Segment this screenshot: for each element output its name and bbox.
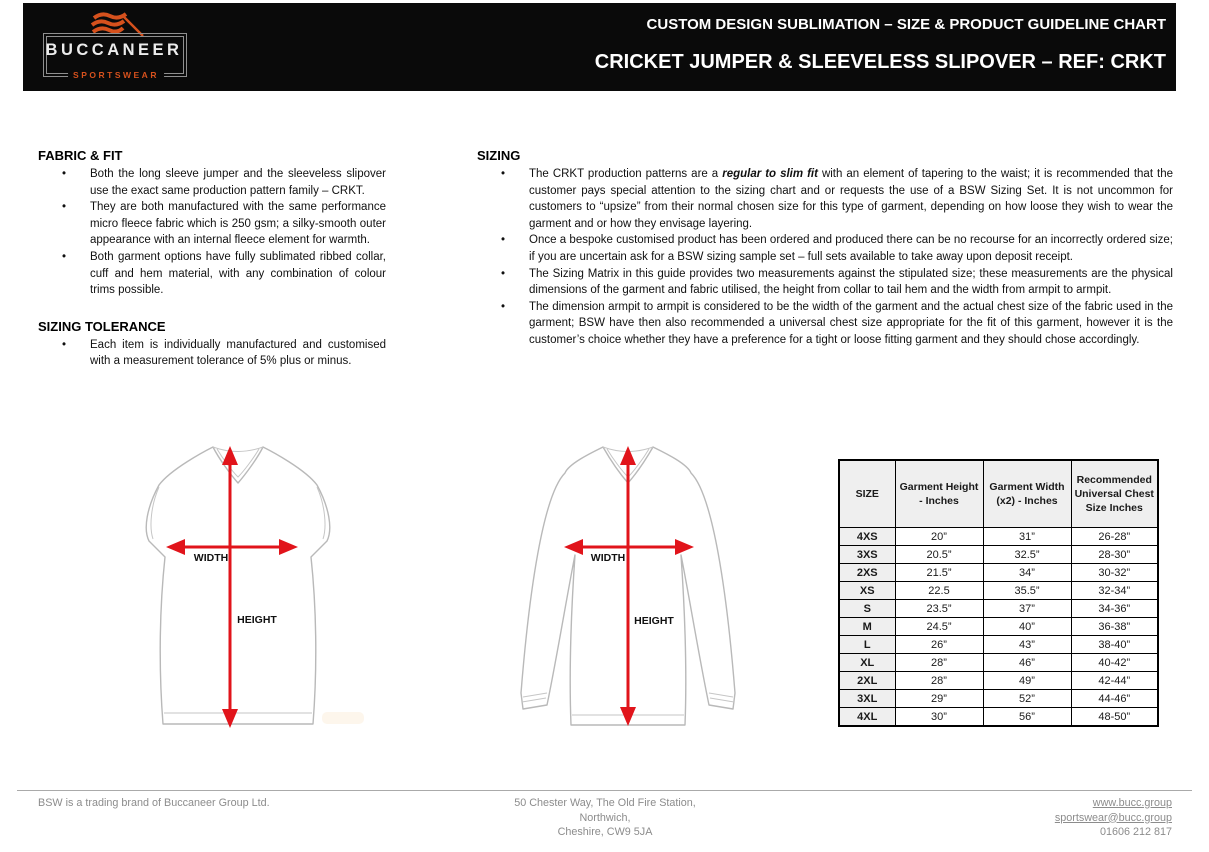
- bullet-text: The Sizing Matrix in this guide provides two measurements against the stipulated size; these measurements are the physical dimensions of the garment and fabric utilised, the height from collar to tail hem and the width from armpit to armpit.: [529, 267, 1173, 297]
- size-name-cell: 4XS: [839, 528, 895, 546]
- size-value-cell: 34”: [983, 564, 1071, 582]
- size-value-cell: 37”: [983, 600, 1071, 618]
- size-value-cell: 28”: [895, 672, 983, 690]
- size-table-header-cell: Garment Height - Inches: [895, 460, 983, 528]
- brand-name: BUCCANEER: [45, 41, 183, 59]
- size-table-row: [839, 654, 1158, 672]
- right-column: [477, 148, 1173, 349]
- size-value-cell: 26-28”: [1071, 528, 1158, 546]
- fabric-fit-list: [38, 166, 386, 299]
- size-value-cell: 23.5”: [895, 600, 983, 618]
- bullet-item: [38, 337, 386, 370]
- size-name-cell: XL: [839, 654, 895, 672]
- size-name-cell: L: [839, 636, 895, 654]
- footer-divider: [17, 790, 1192, 791]
- address-line-3: Cheshire, CW9 5JA: [557, 826, 653, 838]
- bullet-text: They are both manufactured with the same performance micro fleece fabric which is 250 gsm; a silky-smooth outer appearance with an internal fleece element for warmth.: [90, 201, 386, 247]
- email-link[interactable]: sportswear@bucc.group: [1054, 811, 1172, 824]
- address-line-2: Northwich,: [579, 811, 631, 824]
- size-value-cell: 49”: [983, 672, 1071, 690]
- size-table-row: [839, 528, 1158, 546]
- product-title: CRICKET JUMPER & SLEEVELESS SLIPOVER – REF: CRKT: [594, 51, 1166, 73]
- left-column: [38, 148, 386, 370]
- height-label: HEIGHT: [634, 615, 674, 627]
- header-bar: [23, 3, 1176, 91]
- jumper-diagram: [513, 443, 763, 731]
- size-table-row: [839, 546, 1158, 564]
- brand-logo: [41, 11, 191, 89]
- size-value-cell: 52”: [983, 690, 1071, 708]
- bullet-text: Once a bespoke customised product has been ordered and produced there can be no recourse for an incorrectly ordered size; if you are uncertain ask for a BSW sizing sample set – full sets available to take away upon deposit receipt.: [529, 234, 1173, 263]
- size-value-cell: 30”: [895, 708, 983, 727]
- size-name-cell: 4XL: [839, 708, 895, 727]
- document-title: CUSTOM DESIGN SUBLIMATION – SIZE & PRODUCT GUIDELINE CHART: [646, 16, 1166, 33]
- bullet-item: [477, 232, 1173, 265]
- size-table-row: [839, 636, 1158, 654]
- size-value-cell: 26”: [895, 636, 983, 654]
- sizing-tolerance-list: [38, 337, 386, 370]
- size-name-cell: XS: [839, 582, 895, 600]
- bullet-text: Each item is individually manufactured and customised with a measurement tolerance of 5% plus or minus.: [90, 338, 386, 368]
- fabric-fit-heading: FABRIC & FIT: [38, 148, 123, 163]
- bullet-item: [38, 249, 386, 299]
- bullet-item: [477, 266, 1173, 299]
- size-table-row: [839, 690, 1158, 708]
- size-value-cell: 32-34”: [1071, 582, 1158, 600]
- size-table-row: [839, 600, 1158, 618]
- size-value-cell: 38-40”: [1071, 636, 1158, 654]
- bullet-text: Both garment options have fully sublimated ribbed collar, cuff and hem material, with any combination of colour trims possible.: [90, 250, 386, 297]
- size-table-header-cell: Recommended Universal Chest Size Inches: [1071, 460, 1158, 528]
- brand-subtitle: SPORTSWEAR: [68, 70, 164, 80]
- size-value-cell: 20”: [895, 528, 983, 546]
- size-table-header-cell: Garment Width (x2) - Inches: [983, 460, 1071, 528]
- size-value-cell: 34-36”: [1071, 600, 1158, 618]
- size-value-cell: 30-32”: [1071, 564, 1158, 582]
- footer-contact: [1055, 796, 1172, 840]
- size-value-cell: 20.5”: [895, 546, 983, 564]
- size-value-cell: 28”: [895, 654, 983, 672]
- width-label: WIDTH: [193, 552, 229, 564]
- size-name-cell: M: [839, 618, 895, 636]
- address-line-1: 50 Chester Way, The Old Fire Station,: [514, 797, 696, 809]
- bullet-text: with an element of tapering to the waist; it is recommended that the customer pays special attention to the sizing chart and or requests the use of a BSW Sizing Set. It is not uncommon for customers to “upsize” from their normal chosen size for this type of garment, depending on how loose they wish to wear the garment and or how they envisage layering.: [529, 168, 1173, 230]
- bullet-text: Both the long sleeve jumper and the sleeveless slipover use the exact same production pattern family – CRKT.: [90, 168, 386, 197]
- size-name-cell: 3XS: [839, 546, 895, 564]
- size-value-cell: 36-38”: [1071, 618, 1158, 636]
- bullet-item: [477, 166, 1173, 232]
- size-table-row: [839, 672, 1158, 690]
- size-value-cell: 31”: [983, 528, 1071, 546]
- sizing-heading: SIZING: [477, 148, 521, 163]
- size-value-cell: 32.5”: [983, 546, 1071, 564]
- bullet-item: [38, 199, 386, 249]
- size-value-cell: 42-44”: [1071, 672, 1158, 690]
- faint-watermark: [322, 712, 364, 724]
- width-label: WIDTH: [590, 552, 626, 564]
- size-name-cell: S: [839, 600, 895, 618]
- bullet-text: regular to slim fit: [722, 168, 818, 180]
- size-table-row: [839, 618, 1158, 636]
- phone-number: 01606 212 817: [1099, 826, 1172, 838]
- size-value-cell: 43”: [983, 636, 1071, 654]
- bullet-text: The dimension armpit to armpit is considered to be the width of the garment and the actual chest size of the fabric used in the garment; BSW have then also recommended a universal chest size appropriate for the fit of this garment, however it is the customer’s choice whether they have a preference for a tight or loose fitting garment and they should chose accordingly.: [529, 300, 1173, 346]
- footer-trading-text: BSW is a trading brand of Buccaneer Group Ltd.: [38, 797, 270, 809]
- size-value-cell: 48-50”: [1071, 708, 1158, 727]
- size-table-header: [839, 460, 1158, 528]
- size-value-cell: 21.5”: [895, 564, 983, 582]
- size-value-cell: 28-30”: [1071, 546, 1158, 564]
- size-table: [838, 459, 1159, 727]
- bullet-text: The CRKT production patterns are a: [529, 168, 723, 180]
- footer-address: [455, 796, 755, 840]
- size-table-row: [839, 582, 1158, 600]
- size-table-row: [839, 564, 1158, 582]
- size-name-cell: 2XS: [839, 564, 895, 582]
- bullet-item: [38, 166, 386, 199]
- header-titles: [266, 3, 1166, 74]
- website-link[interactable]: www.bucc.group: [1092, 797, 1172, 809]
- size-table-header-cell: SIZE: [839, 460, 895, 528]
- size-value-cell: 40”: [983, 618, 1071, 636]
- size-name-cell: 3XL: [839, 690, 895, 708]
- bullet-item: [477, 299, 1173, 349]
- size-table-body: [839, 528, 1158, 727]
- size-name-cell: 2XL: [839, 672, 895, 690]
- size-value-cell: 44-46”: [1071, 690, 1158, 708]
- size-value-cell: 29”: [895, 690, 983, 708]
- size-value-cell: 22.5: [895, 582, 983, 600]
- size-value-cell: 24.5”: [895, 618, 983, 636]
- slipover-diagram: [133, 443, 345, 731]
- size-value-cell: 35.5”: [983, 582, 1071, 600]
- size-value-cell: 40-42”: [1071, 654, 1158, 672]
- sizing-tolerance-heading: SIZING TOLERANCE: [38, 318, 166, 334]
- height-label: HEIGHT: [237, 614, 277, 626]
- size-value-cell: 56”: [983, 708, 1071, 727]
- size-table-row: [839, 708, 1158, 727]
- size-value-cell: 46”: [983, 654, 1071, 672]
- sizing-list: [477, 166, 1173, 349]
